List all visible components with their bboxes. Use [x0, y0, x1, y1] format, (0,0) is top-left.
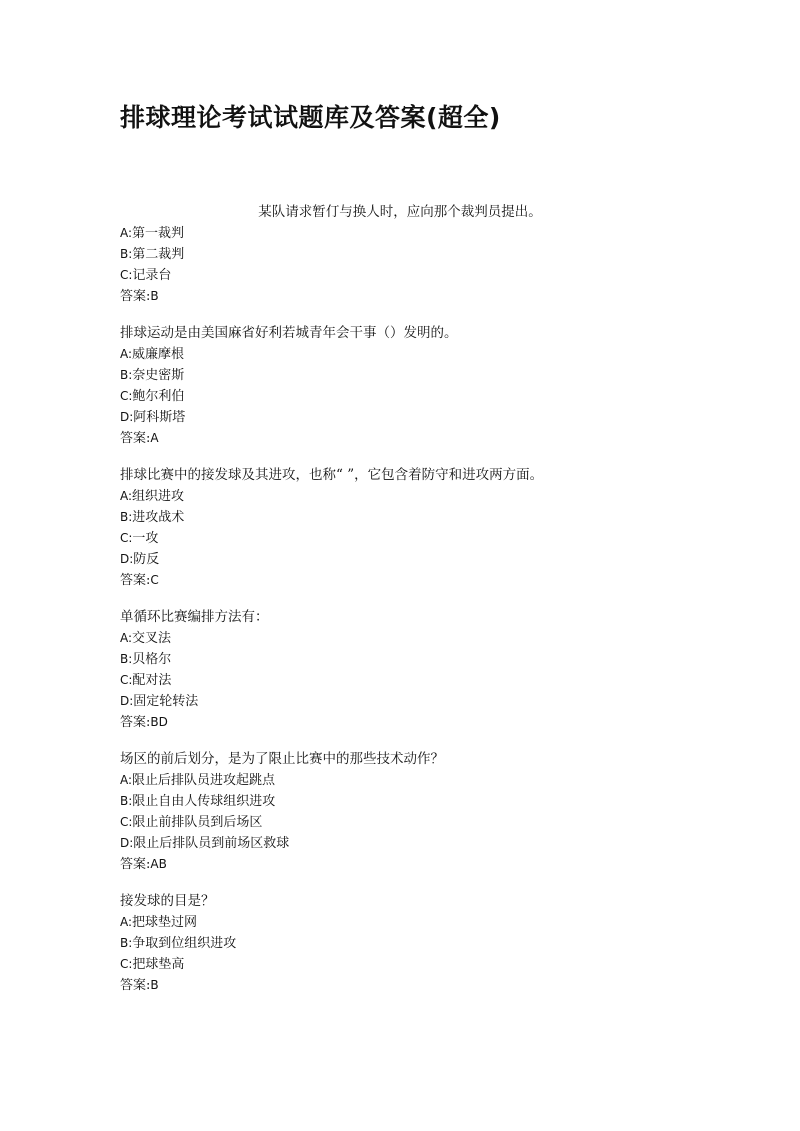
option-text: 把球垫高: [132, 957, 185, 972]
option-item: [120, 833, 680, 854]
question-text: 接发球的目是？: [120, 893, 215, 909]
question-list: [120, 202, 680, 1012]
option-item: [120, 649, 680, 670]
answer-line: [120, 854, 680, 875]
answer-value: BD: [150, 715, 168, 729]
option-letter: A:: [120, 226, 133, 240]
option-letter: B:: [120, 368, 133, 382]
question-text: 场区的前后划分，是为了限止比赛中的那些技术动作？: [120, 751, 444, 767]
option-item: [120, 791, 680, 812]
option-letter: C:: [120, 957, 133, 971]
answer-value: AB: [150, 857, 167, 871]
option-letter: C:: [120, 389, 133, 403]
option-item: [120, 386, 680, 407]
option-text: 鲍尔利伯: [132, 389, 185, 404]
answer-label: 答案:: [120, 289, 151, 304]
option-letter: B:: [120, 652, 133, 666]
option-item: [120, 486, 680, 507]
question-item: [120, 323, 680, 449]
question-text: 排球运动是由美国麻省好利若城青年会干事（）发明的。: [120, 325, 458, 341]
option-item: [120, 223, 680, 244]
option-item: [120, 265, 680, 286]
option-item: [120, 244, 680, 265]
option-letter: A:: [120, 489, 133, 503]
option-letter: C:: [120, 673, 133, 687]
option-text: 交叉法: [132, 631, 172, 646]
option-letter: D:: [120, 410, 134, 424]
answer-label: 答案:: [120, 715, 151, 730]
option-text: 配对法: [132, 673, 172, 688]
option-text: 把球垫过网: [132, 915, 198, 930]
answer-label: 答案:: [120, 573, 151, 588]
option-text: 一攻: [132, 531, 159, 546]
option-text: 威廉摩根: [132, 347, 185, 362]
option-letter: B:: [120, 936, 133, 950]
answer-label: 答案:: [120, 431, 151, 446]
option-letter: B:: [120, 247, 133, 261]
answer-value: C: [150, 573, 159, 587]
option-letter: D:: [120, 836, 134, 850]
option-letter: C:: [120, 268, 133, 282]
option-letter: A:: [120, 915, 133, 929]
option-text: 限止自由人传球组织进攻: [132, 794, 276, 809]
answer-label: 答案:: [120, 857, 151, 872]
option-letter: C:: [120, 815, 133, 829]
option-text: 贝格尔: [132, 652, 172, 667]
answer-line: [120, 570, 680, 591]
option-text: 限止前排队员到后场区: [132, 815, 263, 830]
option-text: 奈史密斯: [132, 368, 185, 383]
option-text: 防反: [133, 552, 160, 567]
answer-value: A: [150, 431, 159, 445]
option-item: [120, 365, 680, 386]
question-text: 某队请求暂仃与换人时，应向那个裁判员提出。: [258, 204, 542, 220]
question-item: [120, 465, 680, 591]
option-letter: C:: [120, 531, 133, 545]
option-item: [120, 528, 680, 549]
option-text: 第一裁判: [132, 226, 185, 241]
option-item: [120, 912, 680, 933]
option-item: [120, 344, 680, 365]
answer-line: [120, 975, 680, 996]
question-item: [120, 891, 680, 996]
answer-line: [120, 286, 680, 307]
option-item: [120, 812, 680, 833]
option-letter: D:: [120, 552, 134, 566]
answer-line: [120, 712, 680, 733]
option-text: 限止后排队员到前场区救球: [133, 836, 290, 851]
document-title: 排球理论考试试题库及答案(超全): [120, 103, 501, 132]
answer-value: B: [150, 289, 159, 303]
option-item: [120, 770, 680, 791]
option-item: [120, 407, 680, 428]
option-text: 阿科斯塔: [133, 410, 186, 425]
question-item: [120, 202, 680, 307]
answer-value: B: [150, 978, 159, 992]
option-text: 固定轮转法: [133, 694, 199, 709]
option-item: [120, 670, 680, 691]
answer-label: 答案:: [120, 978, 151, 993]
option-letter: B:: [120, 510, 133, 524]
option-text: 第二裁判: [132, 247, 185, 262]
option-text: 进攻战术: [132, 510, 185, 525]
option-letter: D:: [120, 694, 134, 708]
option-text: 争取到位组织进攻: [132, 936, 237, 951]
option-item: [120, 549, 680, 570]
option-item: [120, 954, 680, 975]
option-text: 限止后排队员进攻起跳点: [132, 773, 276, 788]
option-letter: A:: [120, 773, 133, 787]
option-item: [120, 933, 680, 954]
question-item: [120, 749, 680, 875]
option-item: [120, 691, 680, 712]
question-item: [120, 607, 680, 733]
option-text: 组织进攻: [132, 489, 185, 504]
option-text: 记录台: [132, 268, 172, 283]
answer-line: [120, 428, 680, 449]
option-item: [120, 507, 680, 528]
question-text: 排球比赛中的接发球及其进攻，也称“ ”，它包含着防守和进攻两方面。: [120, 467, 544, 483]
option-letter: A:: [120, 631, 133, 645]
option-item: [120, 628, 680, 649]
option-letter: B:: [120, 794, 133, 808]
option-letter: A:: [120, 347, 133, 361]
question-text: 单循环比赛编排方法有：: [120, 609, 269, 625]
